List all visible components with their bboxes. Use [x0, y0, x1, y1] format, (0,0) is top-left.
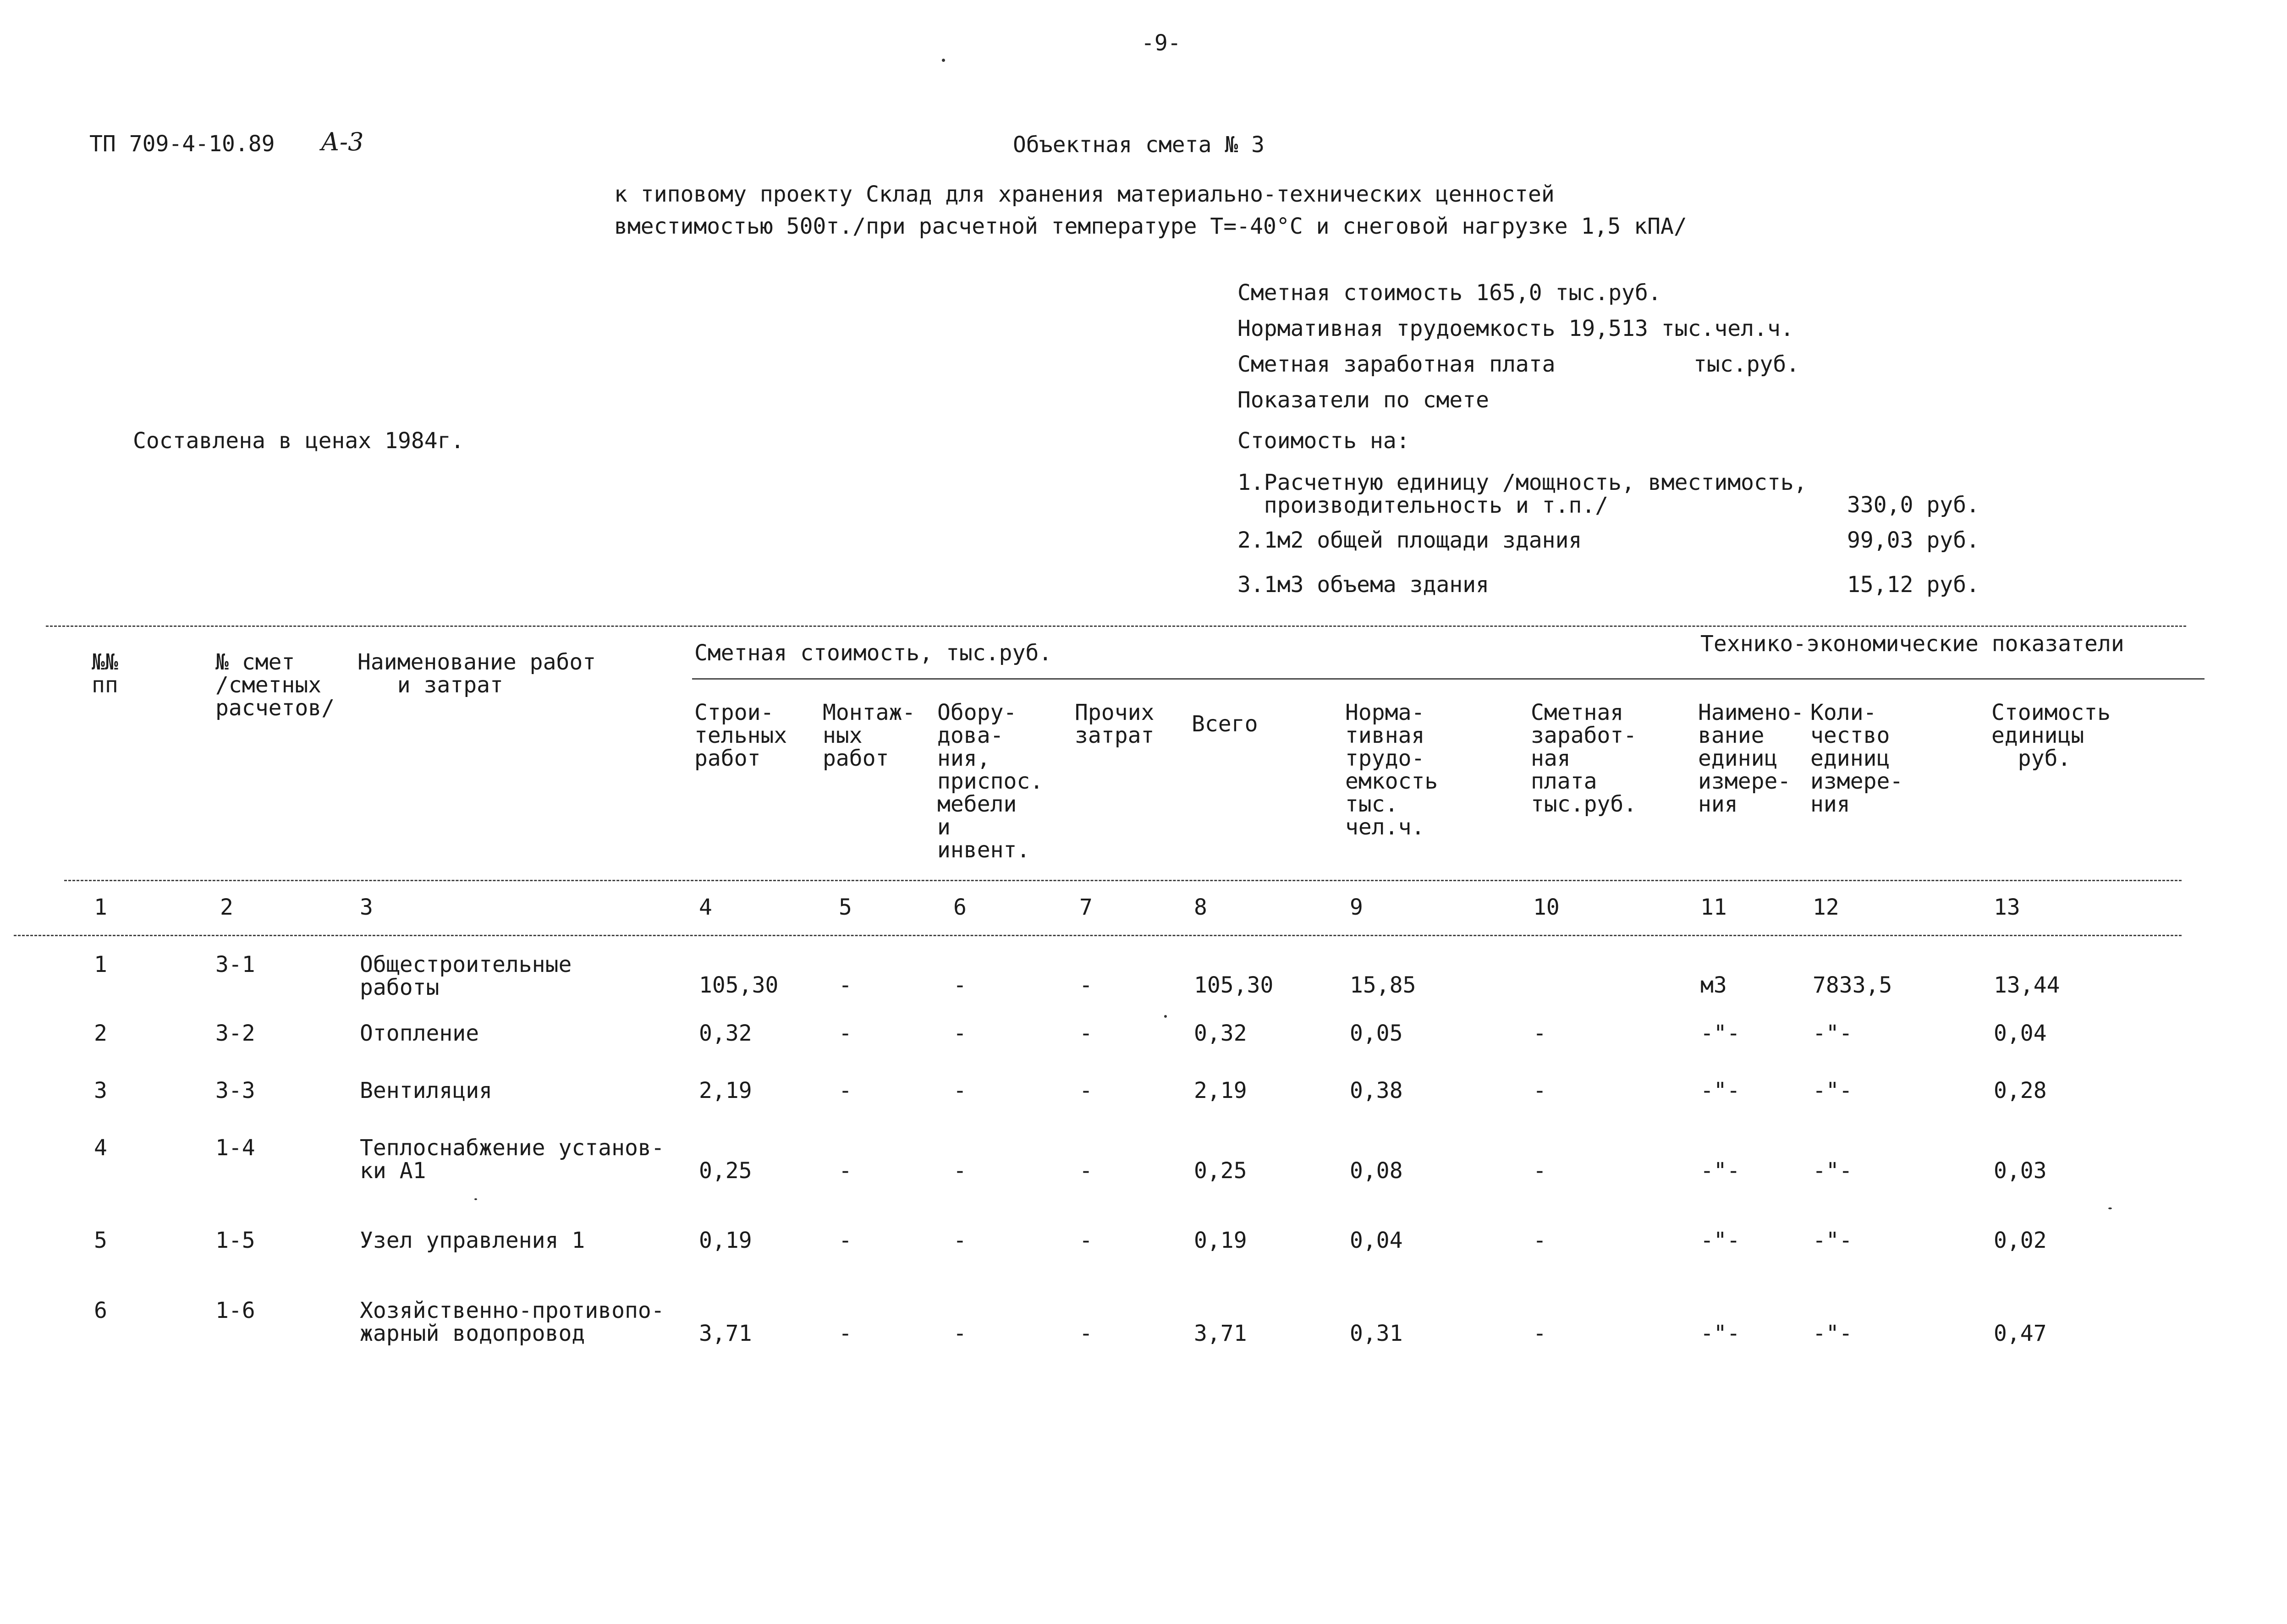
row-other: - [1079, 1321, 1093, 1346]
column-number: 10 [1533, 894, 1560, 920]
table-row [0, 953, 2287, 999]
column-number: 1 [94, 894, 107, 920]
header-estimate-no: № смет /сметных расчетов/ [215, 649, 335, 721]
table-row [0, 1022, 2287, 1049]
row-unit-name: -"- [1700, 1321, 1740, 1346]
column-numbers-rule [14, 935, 2182, 936]
row-num: 1 [94, 952, 107, 977]
row-equipment: - [953, 972, 967, 998]
header-other: Прочих затрат [1075, 700, 1154, 748]
row-equipment: - [953, 1321, 967, 1346]
row-total: 0,32 [1194, 1020, 1247, 1046]
row-name: Общестроительные работы [360, 952, 572, 1000]
header-labor: Норма- тивная трудо- емкость тыс. чел.ч. [1345, 700, 1438, 840]
row-equipment: - [953, 1228, 967, 1253]
row-unit-qty: -"- [1813, 1228, 1853, 1253]
header-unit-cost: Стоимость единицы руб. [1991, 700, 2111, 771]
row-construction: 2,19 [699, 1078, 752, 1103]
column-number: 12 [1813, 894, 1839, 920]
row-other: - [1079, 1158, 1093, 1184]
row-total: 0,19 [1194, 1228, 1247, 1253]
table-top-rule [46, 625, 2186, 627]
row-num: 6 [94, 1298, 107, 1323]
indicators-heading: Показатели по смете [1237, 387, 1490, 413]
row-wages: - [1533, 1020, 1546, 1046]
column-number: 2 [220, 894, 233, 920]
row-estimate-no: 1-5 [215, 1228, 255, 1253]
header-num: №№ пп [92, 649, 118, 698]
row-unit-cost: 0,04 [1994, 1020, 2047, 1046]
row-construction: 0,19 [699, 1228, 752, 1253]
row-construction: 0,25 [699, 1158, 752, 1184]
row-other: - [1079, 1020, 1093, 1046]
row-total: 2,19 [1194, 1078, 1247, 1103]
row-installation: - [839, 1321, 852, 1346]
album-mark: А-3 [321, 127, 364, 156]
row-equipment: - [953, 1158, 967, 1184]
scan-speck [474, 1198, 477, 1200]
page-title: Объектная смета № 3 [1013, 132, 1265, 158]
column-number: 3 [360, 894, 373, 920]
row-name: Хозяйственно-противопо- жарный водопровод [360, 1298, 665, 1346]
scan-speck [1164, 1015, 1167, 1018]
row-wages: - [1533, 1078, 1546, 1103]
row-unit-cost: 0,28 [1994, 1078, 2047, 1103]
labor-intensity: Нормативная трудоемкость 19,513 тыс.чел.ч. [1237, 316, 1794, 341]
row-unit-qty: -"- [1813, 1020, 1853, 1046]
row-name: Теплоснабжение установ- ки А1 [360, 1135, 665, 1184]
column-number: 6 [953, 894, 967, 920]
header-wages: Сметная заработ- ная плата тыс.руб. [1531, 700, 1637, 817]
row-other: - [1079, 972, 1093, 998]
header-unit-qty: Коли- чество единиц измере- ния [1810, 700, 1903, 817]
row-unit-name: -"- [1700, 1158, 1740, 1184]
header-installation: Монтаж- ных работ [823, 700, 916, 771]
row-unit-cost: 0,03 [1994, 1158, 2047, 1184]
indicator-item-2-label: 2.1м2 общей площади здания [1237, 527, 1582, 553]
row-num: 3 [94, 1078, 107, 1103]
row-other: - [1079, 1228, 1093, 1253]
row-labor: 0,08 [1350, 1158, 1403, 1184]
header-bottom-rule [64, 880, 2182, 881]
row-unit-qty: -"- [1813, 1078, 1853, 1103]
indicator-item-1-value: 330,0 руб. [1847, 492, 1979, 518]
row-unit-qty: 7833,5 [1813, 972, 1892, 998]
row-unit-name: -"- [1700, 1228, 1740, 1253]
row-labor: 0,31 [1350, 1321, 1403, 1346]
row-installation: - [839, 1228, 852, 1253]
header-cost-group: Сметная стоимость, тыс.руб. [694, 640, 1052, 666]
row-total: 0,25 [1194, 1158, 1247, 1184]
row-labor: 0,05 [1350, 1020, 1403, 1046]
header-name: Наименование работ и затрат [357, 649, 596, 698]
column-number: 11 [1700, 894, 1727, 920]
row-labor: 0,38 [1350, 1078, 1403, 1103]
row-equipment: - [953, 1020, 967, 1046]
row-unit-name: м3 [1700, 972, 1727, 998]
cost-for-heading: Стоимость на: [1237, 428, 1410, 454]
row-wages: - [1533, 1321, 1546, 1346]
row-installation: - [839, 1158, 852, 1184]
row-unit-cost: 0,02 [1994, 1228, 2047, 1253]
row-installation: - [839, 1020, 852, 1046]
scan-speck [942, 59, 945, 62]
scan-speck [2108, 1207, 2112, 1209]
column-number: 4 [699, 894, 712, 920]
row-num: 2 [94, 1020, 107, 1046]
row-unit-name: -"- [1700, 1020, 1740, 1046]
header-total: Всего [1192, 711, 1258, 737]
row-wages: - [1533, 1158, 1546, 1184]
row-equipment: - [953, 1078, 967, 1103]
prices-note: Составлена в ценах 1984г. [133, 428, 464, 454]
header-unit-name: Наимено- вание единиц измере- ния [1698, 700, 1804, 817]
row-estimate-no: 1-4 [215, 1135, 255, 1161]
header-construction: Строи- тельных работ [694, 700, 787, 771]
row-estimate-no: 3-1 [215, 952, 255, 977]
row-name: Вентиляция [360, 1078, 492, 1103]
row-other: - [1079, 1078, 1093, 1103]
indicator-item-3-label: 3.1м3 объема здания [1237, 572, 1490, 598]
table-row [0, 1229, 2287, 1256]
header-tech-group: Технико-экономические показатели [1700, 631, 2124, 657]
row-construction: 3,71 [699, 1321, 752, 1346]
row-num: 4 [94, 1135, 107, 1161]
row-labor: 0,04 [1350, 1228, 1403, 1253]
row-wages: - [1533, 1228, 1546, 1253]
row-unit-cost: 0,47 [1994, 1321, 2047, 1346]
row-unit-cost: 13,44 [1994, 972, 2060, 998]
table-row [0, 1299, 2287, 1345]
table-row [0, 1079, 2287, 1107]
row-unit-qty: -"- [1813, 1158, 1853, 1184]
subtitle-line-2: вместимостью 500т./при расчетной температуре Т=-40°С и снеговой нагрузке 1,5 кПА/ [614, 214, 1687, 239]
row-num: 5 [94, 1228, 107, 1253]
wages-unit: тыс.руб. [1693, 351, 1800, 377]
indicator-item-2-value: 99,03 руб. [1847, 527, 1979, 553]
row-total: 3,71 [1194, 1321, 1247, 1346]
indicator-item-1-label: 1.Расчетную единицу /мощность, вместимость, производительность и т.п./ [1237, 470, 1807, 518]
page-number: -9- [1141, 30, 1181, 56]
header-equipment: Обору- дова- ния, приспос. мебели и инвент. [937, 700, 1044, 863]
row-unit-name: -"- [1700, 1078, 1740, 1103]
document-code: ТП 709-4-10.89 [89, 131, 275, 157]
wages-label: Сметная заработная плата [1237, 351, 1556, 377]
row-estimate-no: 1-6 [215, 1298, 255, 1323]
row-installation: - [839, 972, 852, 998]
table-row [0, 1136, 2287, 1182]
column-number: 5 [839, 894, 852, 920]
row-construction: 105,30 [699, 972, 779, 998]
estimated-cost: Сметная стоимость 165,0 тыс.руб. [1237, 280, 1661, 306]
row-construction: 0,32 [699, 1020, 752, 1046]
row-unit-qty: -"- [1813, 1321, 1853, 1346]
indicator-item-3-value: 15,12 руб. [1847, 572, 1979, 598]
subtitle-line-1: к типовому проекту Склад для хранения материально-технических ценностей [614, 181, 1555, 207]
row-name: Узел управления 1 [360, 1228, 585, 1253]
row-estimate-no: 3-2 [215, 1020, 255, 1046]
group-header-rule [692, 678, 2205, 680]
row-total: 105,30 [1194, 972, 1274, 998]
row-estimate-no: 3-3 [215, 1078, 255, 1103]
column-number: 9 [1350, 894, 1363, 920]
column-number: 8 [1194, 894, 1207, 920]
column-number: 7 [1079, 894, 1093, 920]
row-labor: 15,85 [1350, 972, 1416, 998]
column-number: 13 [1994, 894, 2020, 920]
row-installation: - [839, 1078, 852, 1103]
row-name: Отопление [360, 1020, 479, 1046]
